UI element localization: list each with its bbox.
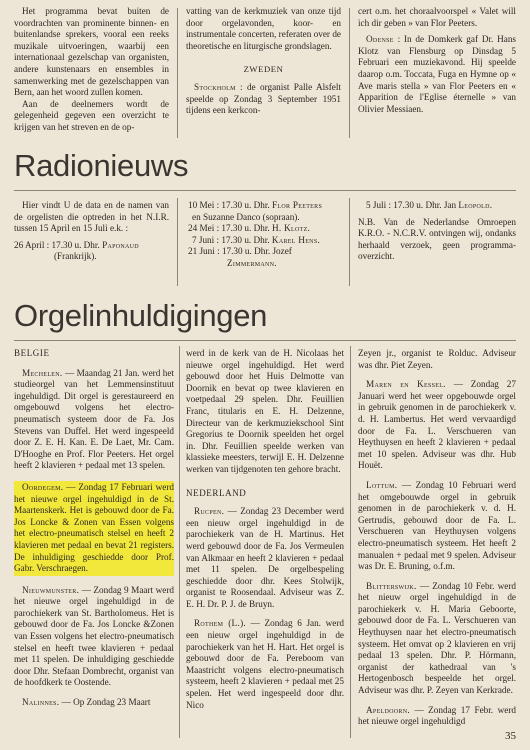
paragraph: Het programma bevat buiten de voordrachten van prominente binnen- en buitenlandse sprekers, vooral een reeks muzikale uitvoeringen, waarbij een internationaal gezelschap van organisten, andere kunstenaars en ensembles in samenwerking met de gezelschappen van Bern, aan het woord zullen komen. — [14, 6, 169, 98]
organ-report: Lottum. — Zondag 10 Februari werd het omgebouwde orgel in gebruik genomen in de parochiekerk v. d. H. Gertrudis, gebouwd door de Fa. L. Verschueren van Heythuysen volgens electro-pneumatisch systeem. Het heeft 2 manualen + pedaal met 9 spelen. Adviseur was Dr. E. Bruning, o.f.m. — [358, 479, 516, 572]
radio-entry-extra: en Suzanne Danco (sopraan). — [192, 211, 300, 222]
organ-report: werd in de kerk van de H. Nicolaas het nieuwe orgel ingehuldigd. Het werd gebouwd door het Huis Delmotte van Doornik en bevat op twee klavieren en voetpedaal 29 spelen. Dhr. Feuillien Franc, titularis en E. H. Delzenne, Directeur van de kerkmuziekschool Sint Gregorius te Doornik speelden het orgel in. Dhr. Feuillien speelde werken van klassieke meesters, terwijl E. H. Delzenne werken van tijdgenoten ten gehore bracht. — [186, 348, 344, 474]
radio-entry: 7 Juni : 17.30 u. Dhr. Karel Hens. — [192, 234, 321, 245]
organ-column-1 — [14, 348, 174, 709]
radio-section-title: Radionieuws — [14, 148, 189, 183]
radio-column-2 — [188, 200, 343, 270]
organ-report: Blitterswijk. — Zondag 10 Febr. werd het nieuw orgel ingehuldigd in de parochiekerk v. H. Maria Geboorte, gebouwd door de Fa. L. Verschueren van Heythuysen naar het electro-pneumatisch systeem. Het omvat op 2 klavieren en vrij pedaal 13 spelen. Dhr. P. Hörmann, organist der kathedraal van 's Hertogenbosch bespeelde het orgel. Adviseur was dhr. P. Zeyen van Kerkrade. — [358, 580, 516, 696]
paragraph: Odense : In de Domkerk gaf Dr. Hans Klotz van Flensburg op Dinsdag 5 Februari een muziekavond. Hij speelde daarop o.m. Toccata, Fuga en Hymne op « Ave maris stella » van Flor Peeters en « Apparition de l'Eglise éternelle » van Olivier Messiaen. — [358, 34, 516, 114]
organ-section-title: Orgelinhuldigingen — [14, 298, 268, 333]
column-divider — [179, 346, 180, 738]
radio-intro: Hier vindt U de data en de namen van de orgelisten die optreden in het N.I.R. tussen 15 April en 15 Juli e.k. : — [14, 200, 169, 234]
radio-note: N.B. Van de Nederlandse Omroepen K.R.O. - N.C.R.V. ontvingen wij, ondanks herhaald verzoek, geen programma-overzicht. — [358, 216, 516, 262]
radio-entry: 5 Juli : 17.30 u. Dhr. Jan Leopold. — [366, 200, 493, 210]
paragraph: vatting van de kerkmuziek van onze tijd door orgelavonden, koor- en instrumentale concerten, referaten over de theoretische en liturgische grondslagen. — [186, 6, 341, 51]
country-heading: NEDERLAND — [186, 487, 247, 498]
organ-report-highlighted: Oordegem. — Zondag 17 Februari werd het nieuwe orgel ingehuldigd in de St. Maartenskerk. Het is gebouwd door de Fa. Jos Loncke & Zonen van Essen volgens het electro-pneumatisch stelsel en heeft 2 klavieren met pedaal en bevat 21 registers. De inhuldiging geschiedde door Prof. Gabr. Verschraegen. — [14, 481, 174, 576]
place-name: Odense — [366, 34, 394, 45]
page-number: 35 — [505, 730, 516, 742]
paragraph: Aan de deelnemers wordt de gelegenheid gegeven een overzicht te krijgen van het streven en de op- — [14, 98, 169, 132]
organ-report: Nieuwmunster. — Zondag 9 Maart werd het nieuwe orgel ingehuldigd in de parochiekerk van St. Bartholomeus. Het is gebouwd door de Fa. Jos Loncke &Zonen van Essen volgens het electro-pneumatisch stelsel en heeft twee klavieren + pedaal met 11 spelen. De inhuldiging geschiedde door Dhr. Stefaan Dombrecht, organist van de hoofdkerk te Oostende. — [14, 584, 174, 688]
radio-entry: 21 Juni : 17.30 u. Dhr. Jozef — [188, 246, 292, 257]
organ-report: Apeldoorn. — Zondag 17 Febr. werd het nieuwe orgel ingehuldigd — [358, 704, 516, 727]
place-name: Stockholm — [194, 81, 236, 92]
radio-entry: 10 Mei : 17.30 u. Dhr. Flor Peeters — [188, 200, 323, 210]
paragraph: Stockholm : de organist Palle Alsfelt speelde op Zondag 3 September 1951 tijdens een kerkcon- — [186, 81, 341, 116]
column-divider — [177, 198, 178, 286]
organ-column-2 — [186, 348, 344, 711]
organ-report: Zeyen jr., organist te Rolduc. Adviseur was dhr. Piet Zeyen. — [358, 348, 516, 370]
column-divider — [349, 8, 350, 138]
country-heading: ZWEDEN — [243, 64, 284, 75]
column-divider — [177, 8, 178, 138]
top-column-2 — [186, 6, 341, 117]
organ-report: Mechelen. — Maandag 21 Jan. werd het studieorgel van het Lemmensinstituut ingehuldigd. Dit orgel is gerestaureerd en omgebouwd volgens het electro-pneumatisch systeem door de Fa. Jos Stevens van Duffel. Het werd ingespeeld door Z. E. H. Kan. E. De Laet, Mr. Cam. D'Hooghe en Prof. Flor Peeters. Het orgel heeft 2 klavieren + pedaal met 13 spelen. — [14, 367, 174, 471]
radio-entry: 26 April : 17.30 u. Dhr. Paponaud (Frankrijk). — [14, 239, 139, 262]
radio-entry: 24 Mei : 17.30 u. Dhr. H. Klotz. — [188, 223, 311, 234]
top-column-3 — [358, 6, 516, 115]
paragraph: cert o.m. het choraalvoorspel « Valet will ich dir geben » van Flor Peeters. — [358, 6, 516, 28]
country-heading: BELGIE — [14, 348, 50, 358]
organ-report: Rucpen. — Zondag 23 December werd een nieuw orgel ingehuldigd in de parochiekerk van de H. Martinus. Het werd gebouwd door de Fa. Jos Vermeulen van Alkmaar en heeft 2 klavieren + pedaal met 11 spelen. De orgelbespeling geschiedde door dhr. Kees Stolwijk, organist te Roosendaal. Adviseur was Z. E. H. Dr. P. J. de Bruyn. — [186, 506, 344, 609]
organ-column-3 — [358, 348, 516, 728]
column-divider — [350, 346, 351, 738]
top-column-1 — [14, 6, 169, 134]
column-divider — [349, 198, 350, 286]
organ-report: Maren en Kessel. — Zondag 27 Januari werd het weer opgebouwde orgel in gebruik genomen in de parochiekerk v. d. H. Lambertus. Het werd vervaardigd door de Fa. L. Verschueren van Heythuysen en heeft 2 klavieren + pedaal met 10 spelen. Adviseur was dhr. Hub Houët. — [358, 379, 516, 471]
organ-report: Nalinnes. — Op Zondag 23 Maart — [22, 697, 151, 708]
organ-report: Rothem (L.). — Zondag 6 Jan. werd een nieuw orgel ingehuldigd in de parochiekerk van het H. Hart. Het orgel is gebouwd door de Fa. Pereboom van Maastricht volgens electro-pneumatisch systeem, heeft 2 klavieren + pedaal met 25 spelen. Het werd ingespeeld door dhr. Nico — [186, 618, 344, 710]
section-divider — [14, 190, 516, 191]
radio-column-1 — [14, 200, 169, 263]
radio-entry-extra: Zimmermann. — [227, 257, 277, 268]
radio-column-3 — [358, 200, 516, 263]
section-divider — [14, 340, 516, 341]
